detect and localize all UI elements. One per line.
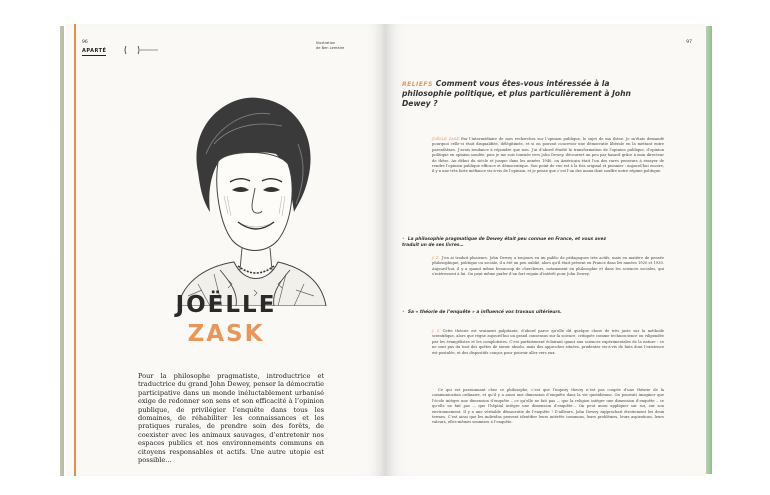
book-edge-left bbox=[60, 26, 64, 476]
section-mark-icon bbox=[124, 44, 160, 56]
sub-question-3: • Sa « théorie de l’enquête » a influencé vos travaux ultérieurs. bbox=[402, 310, 562, 315]
portrait-drawing-icon bbox=[158, 84, 328, 306]
sub-question-text: Sa « théorie de l’enquête » a influencé vos travaux ultérieurs. bbox=[407, 310, 562, 315]
answer-1 bbox=[432, 137, 664, 175]
page-number-left: 96 bbox=[82, 40, 88, 45]
speaker-label: J. Z. bbox=[432, 329, 441, 333]
question-text: Comment vous êtes-vous intéressée à la philosophie politique, et plus particulièrement à John Dewey ? bbox=[402, 79, 631, 108]
answer-2 bbox=[432, 256, 664, 278]
answer-text: Par l’intermédiaire de mes recherches sur l’opinion publique, le sujet de ma thèse. Je m’étais demandé pourquoi celle-ci était disqualifiée, délégitimée, et si on pouvait concevoir une démocratie libérale en la mettant entre parenthèses. J’avais tendance à répondre que non. J’ai d’abord étudié la transformation de l’opinion publique, d’opinion politique en opinion sondée, puis je me suis tournée vers John Dewey, découvert un peu par hasard grâce à mon directeur de thèse. Au début du siècle et jusque dans les années 1940, on Américain était l’un des rares penseurs à essayer de rendre l’opinion publique efficace et démocratique. Son point de vue est à la fois original et pionnier : aujourd’hui encore, il y a une très forte méfiance vis-à-vis de l’opinion, et je pense que c’est l’un des maux dont souffre notre régime politique. bbox=[432, 137, 664, 174]
section-label: APARTÉ bbox=[82, 48, 107, 54]
question-tag: RELIEFS bbox=[402, 81, 433, 88]
magazine-spread bbox=[66, 24, 706, 476]
interviewee-last-name: ZASK bbox=[187, 321, 265, 347]
speaker-label: J. Z. bbox=[432, 256, 440, 260]
intro-paragraph: Pour la philosophe pragmatiste, introductrice et traductrice du grand John Dewey, penser la démocratie participative dans un monde inéluctablement urbanisé exige de redonner son sens et son efficacité à l’opinion publique, de privilégier l’enquête dans tous les domaines, de réhabiliter les connaissances et les pratiques rurales, de prendre soin des forêts, de coexister avec les animaux sauvages, d’entretenir nos espaces publics et nos environnements communs en citoyens responsables et actifs. Une autre utopie est possible… bbox=[138, 372, 324, 465]
margin-rule bbox=[74, 24, 76, 476]
illustration-credit bbox=[316, 41, 366, 51]
right-page bbox=[386, 24, 706, 476]
credit-line: Illustration bbox=[316, 41, 336, 45]
answer-3 bbox=[432, 329, 664, 356]
sub-question-2: • La philosophie pragmatique de Dewey était peu connue en France, et vous avez traduit un de ses livres… bbox=[402, 237, 607, 248]
page-number-right: 97 bbox=[686, 40, 692, 45]
book-edge-right bbox=[706, 26, 712, 474]
sub-question-text: La philosophie pragmatique de Dewey était peu connue en France, et vous avez traduit un de ses livres… bbox=[402, 237, 607, 248]
left-page bbox=[66, 24, 386, 476]
interviewee-first-name: JOËLLE bbox=[175, 292, 277, 318]
speaker-label: JOËLLE ZASK bbox=[432, 137, 460, 141]
answer-3-continued: Ce qui est passionnant chez ce philosophe, c’est que l’inquiry theory n’est pas coupée d’une théorie de la communication ordinaire, et qu’il y a aussi une dimension d’enquête dans la vie quotidienne. On pourrait imaginer que l’école intègre une dimension d’enquête – ce qu’elle ne fait pas –, que la religion intègre une dimension d’enquête – ce qu’elle ne fait pas –, que l’hôpital intègre une dimension d’enquête… On peut aussi appliquer sur soi, sur son environnement. Il y a une véritable démocratie de l’enquête ! D’ailleurs, John Dewey rapprochait étroitement les deux termes. C’est ainsi que les individus peuvent identifier leurs intérêts communs, leurs problèmes, leurs aspirations, leurs valeurs, elles-mêmes soumises à l’enquête. bbox=[432, 388, 664, 425]
answer-text: Cette théorie est vraiment palpitante, d’abord parce qu’elle dit quelque chose de très juste sur la méthode scientifique, alors que règne aujourd’hui un grand consensus sur la science, critiquée comme technoscience ou vilipendée par les évangélistes et les complotistes. C’est parfaitement éclairant quant aux sciences expérimentales de la nature : ce ne sont pas du tout des quêtes de savoir absolu, mais des approches situées, prudentes vis-à-vis de faits dont l’existence est postulée, et des dispositifs conçus pour pouvoir aller vers eux. bbox=[432, 329, 664, 355]
answer-text: J’en ai traduit plusieurs. John Dewey a toujours eu un public de pédagogues très actifs, mais en matière de pensée philosophique, politique ou sociale, il a été un peu oublié, alors qu’il était présent en France dans les années 1920 et 1930. Aujourd’hui, il y a quand même beaucoup de chercheurs, notamment en philosophie et dans les sciences sociales, qui s’intéressent à lui. On peut même parler d’un fort regain d’intérêt pour John Dewey. bbox=[432, 256, 664, 277]
portrait-illustration bbox=[158, 84, 328, 306]
credit-line: de Ben Lemaire bbox=[316, 46, 345, 50]
main-question bbox=[402, 79, 632, 108]
